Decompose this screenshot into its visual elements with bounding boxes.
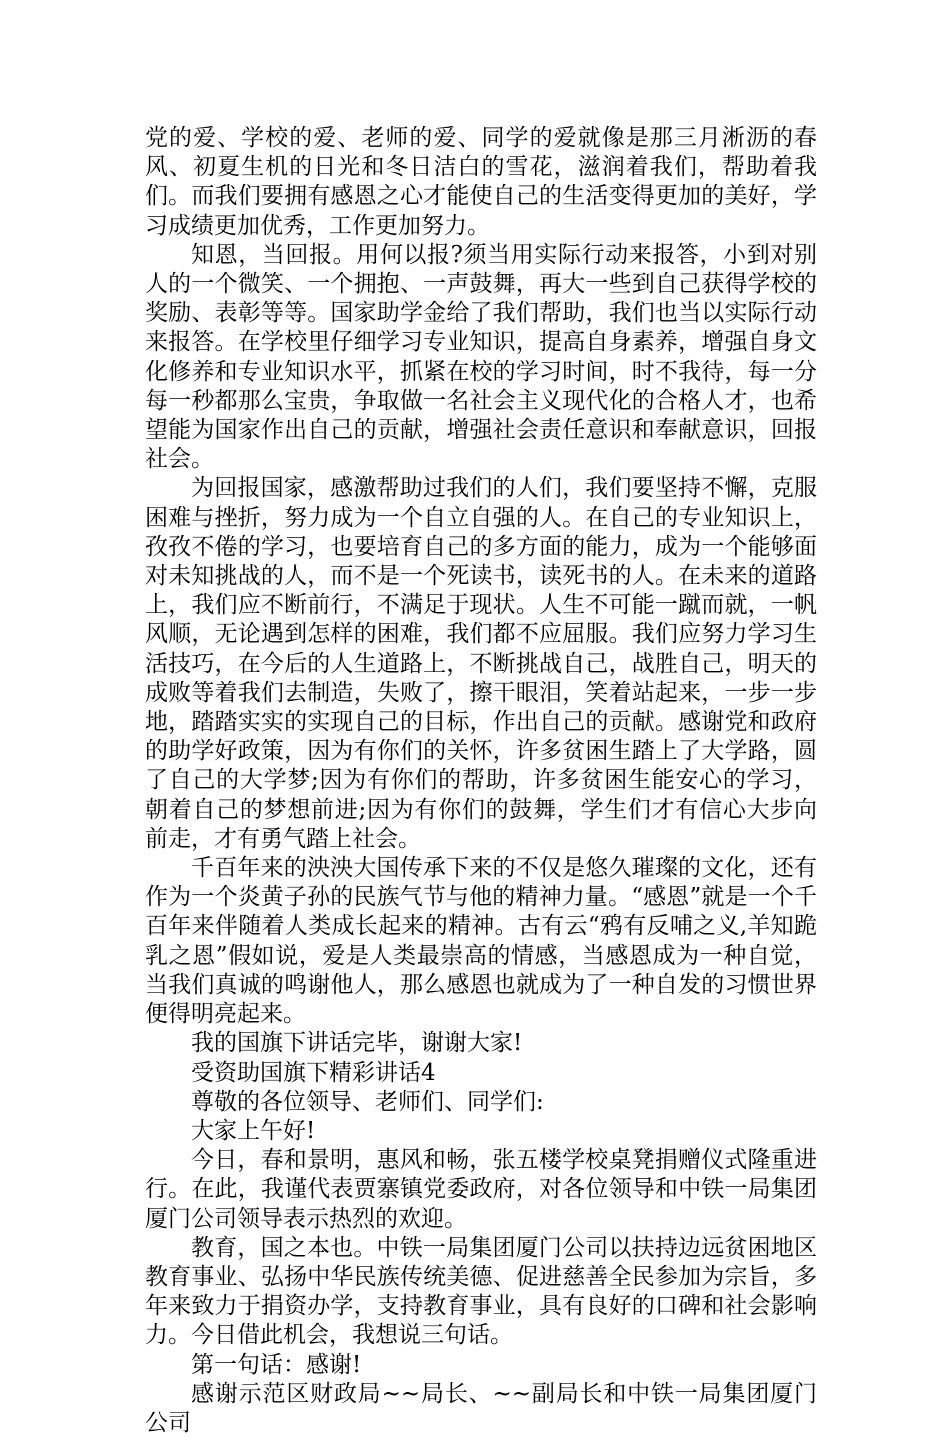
paragraph-gratitude-return: 知恩，当回报。用何以报?须当用实际行动来报答，小到对别人的一个微笑、一个拥抱、一声鼓舞，再大一些到自己获得学校的奖励、表彰等等。国家助学金给了我们帮助，我们也当以实际行动来报答。在学校里仔细学习专业知识，提高自身素养，增强自身文化修养和专业知识水平，抓紧在校的学习时间，时不我待，每一分每一秒都那么宝贵，争取做一名社会主义现代化的合格人才，也希望能为国家作出自己的贡献，增强社会责任意识和奉献意识，回报社会。 <box>145 241 817 473</box>
document-page <box>145 124 817 1438</box>
paragraph-education: 教育，国之本也。中铁一局集团厦门公司以扶持边远贫困地区教育事业、弘扬中华民族传统美德、促进慈善全民参加为宗旨，多年来致力于捐资办学，支持教育事业，具有良好的口碑和社会影响力。今日借此机会，我想说三句话。 <box>145 1234 817 1349</box>
section-heading: 受资助国旗下精彩讲话4 <box>191 1059 436 1086</box>
paragraph-salutation: 尊敬的各位领导、老师们、同学们: <box>191 1088 544 1115</box>
paragraph-thanks-officials: 感谢示范区财政局~~局长、~~副局长和中铁一局集团厦门公司 <box>145 1380 817 1436</box>
paragraph-repay-country: 为回报国家，感激帮助过我们的人们，我们要坚持不懈，克服困难与挫折，努力成为一个自立自强的人。在自己的专业知识上，孜孜不倦的学习，也要培育自己的多方面的能力，成为一个能够面对未知挑战的人，而不是一个死读书，读死书的人。在未来的道路上，我们应不断前行，不满足于现状。人生不可能一蹴而就，一帆风顺，无论遇到怎样的困难，我们都不应屈服。我们应努力学习生活技巧，在今后的人生道路上，不断挑战自己，战胜自己，明天的成败等着我们去制造，失败了，擦干眼泪，笑着站起来，一步一步地，踏踏实实的实现自己的目标，作出自己的贡献。感谢党和政府的助学好政策，因为有你们的关怀，许多贫困生踏上了大学路，圆了自己的大学梦;因为有你们的帮助，许多贫困生能安心的学习，朝着自己的梦想前进;因为有你们的鼓舞，学生们才有信心大步向前走，才有勇气踏上社会。 <box>145 475 817 852</box>
paragraph-greeting: 大家上午好! <box>191 1117 316 1144</box>
paragraph-ceremony: 今日，春和景明，惠风和畅，张五楼学校桌凳捐赠仪式隆重进行。在此，我谨代表贾寨镇党委政府，对各位领导和中铁一局集团厦门公司领导表示热烈的欢迎。 <box>145 1147 817 1232</box>
paragraph-closing-thanks: 我的国旗下讲话完毕，谢谢大家! <box>191 1030 523 1057</box>
paragraph-first-point: 第一句话：感谢! <box>191 1351 362 1378</box>
paragraph-thousand-years: 千百年来的泱泱大国传承下来的不仅是悠久璀璨的文化，还有作为一个炎黄子孙的民族气节与他的精神力量。“感恩”就是一个千百年来伴随着人类成长起来的精神。古有云“鸦有反哺之义,羊知跪乳之恩”假如说，爱是人类最崇高的情感，当感恩成为一种自觉，当我们真诚的鸣谢他人，那么感恩也就成为了一种自发的习惯世界便得明亮起来。 <box>145 855 817 1028</box>
paragraph-continued: 党的爱、学校的爱、老师的爱、同学的爱就像是那三月淅沥的春风、初夏生机的日光和冬日洁白的雪花，滋润着我们，帮助着我们。而我们要拥有感恩之心才能使自己的生活变得更加的美好，学习成绩更加优秀，工作更加努力。 <box>145 125 817 239</box>
